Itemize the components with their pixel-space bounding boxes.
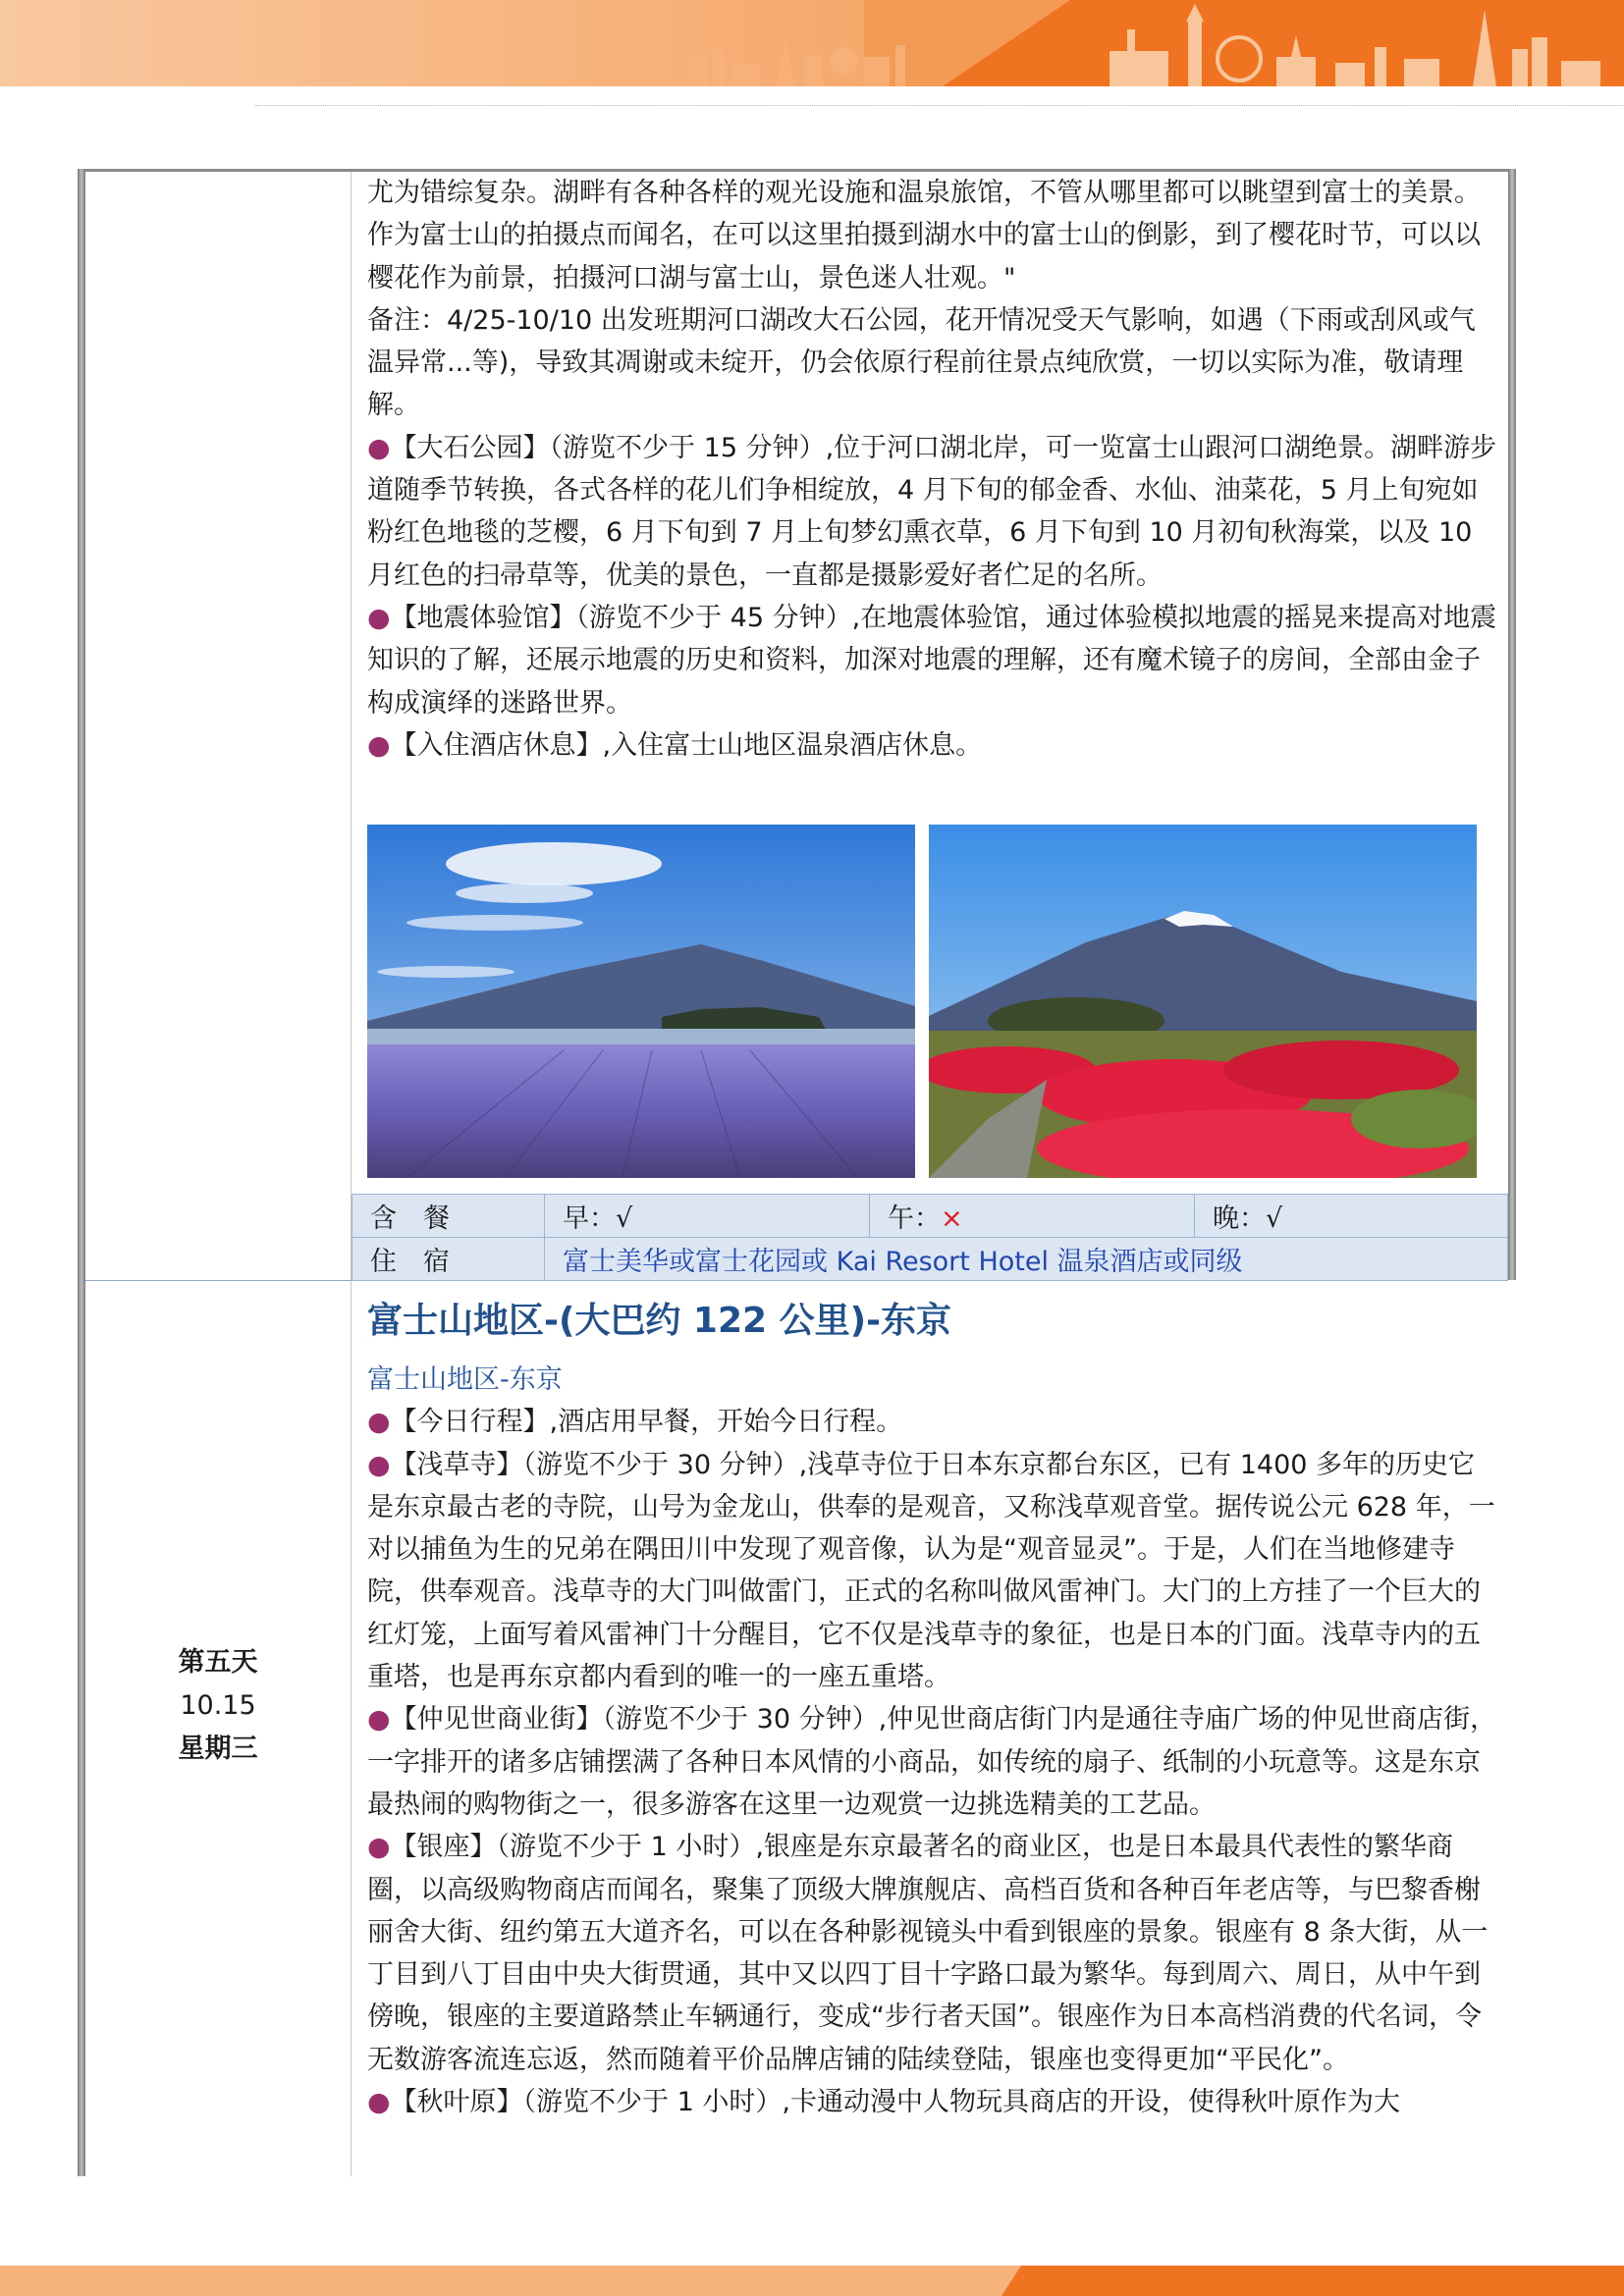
list-item (367, 1401, 1498, 1443)
bullet-icon: ● (367, 729, 391, 761)
list-item (367, 427, 1498, 597)
photo-gallery (367, 825, 1477, 1178)
header-divider (255, 105, 1624, 106)
dinner-cell: 晚：√ (1195, 1195, 1508, 1238)
bullet-icon: ● (367, 602, 391, 633)
hotel-label: 住 宿 (352, 1238, 545, 1281)
list-item (367, 1698, 1498, 1826)
fuji-kochia-photo (929, 825, 1477, 1178)
bullet-icon: ● (367, 2087, 391, 2118)
meal-hotel-table (352, 1194, 1508, 1281)
list-item (367, 597, 1498, 724)
table-left-border (78, 169, 85, 2176)
day4-description (367, 172, 1498, 767)
table-column-divider (351, 172, 352, 2176)
meal-row (352, 1195, 1508, 1238)
list-item (367, 724, 1498, 767)
day4-paragraph: 尤为错综复杂。湖畔有各种各样的观光设施和温泉旅馆，不管从哪里都可以眺望到富士的美景。 (367, 178, 1481, 208)
lunch-label: 午： (888, 1203, 941, 1234)
breakfast-cell: 早：√ (545, 1195, 870, 1238)
day4-paragraph: 备注：4/25-10/10 出发班期河口湖改大石公园，花开情况受天气影响，如遇（下雨或刮风或气温异常...等)，导致其凋谢或未绽开，仍会依原行程前往景点纯欣赏，一切以实际为准，敬请理解。 (367, 304, 1476, 421)
item-text: 【银座】（游览不少于 1 小时）,银座是东京最著名的商业区，也是日本最具代表性的繁华商圈，以高级购物商店而闻名，聚集了顶级大牌旗舰店、高档百货和各种百年老店等，与巴黎香榭丽舍大街、纽约第五大道齐名，可以在各种影视镜头中看到银座的景象。银座有 8 条大街，从一丁目到八丁目由中央大街贯通，其中又以四丁目十字路口最为繁华。每到周六、周日，从中午到傍晚，银座的主要道路禁止车辆通行，变成“步行者天国”。银座作为日本高档消费的代名词，令无数游客流连忘返，然而随着平价品牌店铺的陆续登陆，银座也变得更加“平民化”。 (367, 1832, 1489, 2075)
day4-paragraph: 作为富士山的拍摄点而闻名，在可以这里拍摄到湖水中的富士山的倒影，到了樱花时节，可以以樱花作为前景，拍摄河口湖与富士山，景色迷人壮观。" (367, 220, 1481, 294)
item-text: 【今日行程】,酒店用早餐，开始今日行程。 (390, 1407, 903, 1438)
list-item (367, 1826, 1498, 2081)
item-text: 【入住酒店休息】,入住富士山地区温泉酒店休息。 (390, 729, 983, 761)
item-text: 【浅草寺】（游览不少于 30 分钟）,浅草寺位于日本东京都台东区，已有 1400 多年的历史它是东京最古老的寺院，山号为金龙山，供奉的是观音，又称浅草观音堂。据传说公元 628 年，一对以捕鱼为生的兄弟在隅田川中发现了观音像，认为是“观音显灵”。于是，人们在当地修建寺院，供奉观音。浅草寺的大门叫做雷门，正式的名称叫做风雷神门。大门的上方挂了一个巨大的红灯笼，上面写着风雷神门十分醒目，它不仅是浅草寺的象征，也是日本的门面。浅草寺内的五重塔，也是再东京都内看到的唯一的一座五重塔。 (367, 1449, 1495, 1693)
day5-title: 富士山地区-(大巴约 122 公里)-东京 (367, 1301, 952, 1341)
hotel-value: 富士美华或富士花园或 Kai Resort Hotel 温泉酒店或同级 (545, 1238, 1508, 1281)
bullet-icon: ● (367, 1832, 391, 1863)
table-right-border (1508, 169, 1516, 1280)
list-item (367, 1444, 1498, 1699)
day-weekday: 星期三 (178, 1734, 258, 1764)
list-item (367, 2081, 1498, 2123)
day-date: 10.15 (180, 1690, 256, 1721)
fuji-lavender-photo (367, 825, 915, 1178)
item-text: 【秋叶原】（游览不少于 1 小时）,卡通动漫中人物玩具商店的开设，使得秋叶原作为大 (390, 2087, 1400, 2118)
cross-icon: × (941, 1203, 963, 1234)
item-text: 【仲见世商业街】（游览不少于 30 分钟）,仲见世商店街门内是通往寺庙广场的仲见世商店街，一字排开的诸多店铺摆满了各种日本风情的小商品，如传统的扇子、纸制的小玩意等。这是东京最热闹的购物街之一，很多游客在这里一边观赏一边挑选精美的工艺品。 (367, 1704, 1497, 1820)
item-text: 【大石公园】（游览不少于 15 分钟）,位于河口湖北岸，可一览富士山跟河口湖绝景。湖畔游步道随季节转换，各式各样的花儿们争相绽放，4 月下旬的郁金香、水仙、油菜花，5 月上旬宛如粉红色地毯的芝樱，6 月下旬到 7 月上旬梦幻熏衣草，6 月下旬到 10 月初旬秋海棠，以及 10 月红色的扫帚草等，优美的景色，一直都是摄影爱好者伫足的名所。 (367, 432, 1497, 591)
hotel-row (352, 1238, 1508, 1281)
day5-description (367, 1296, 1498, 2123)
bullet-icon: ● (367, 1407, 391, 1438)
day-name: 第五天 (178, 1647, 258, 1678)
header-banner (0, 0, 1624, 86)
lunch-cell (870, 1195, 1195, 1238)
meal-label: 含 餐 (352, 1195, 545, 1238)
day5-route: 富士山地区-东京 (367, 1364, 563, 1395)
bullet-icon: ● (367, 1704, 391, 1735)
day5-label (85, 1641, 351, 1771)
bullet-icon: ● (367, 432, 391, 463)
item-text: 【地震体验馆】（游览不少于 45 分钟）,在地震体验馆，通过体验模拟地震的摇晃来提高对地震知识的了解，还展示地震的历史和资料，加深对地震的理解，还有魔术镜子的房间，全部由金子构成演绎的迷路世界。 (367, 602, 1497, 719)
bullet-icon: ● (367, 1449, 391, 1480)
footer-band (0, 2266, 1624, 2296)
